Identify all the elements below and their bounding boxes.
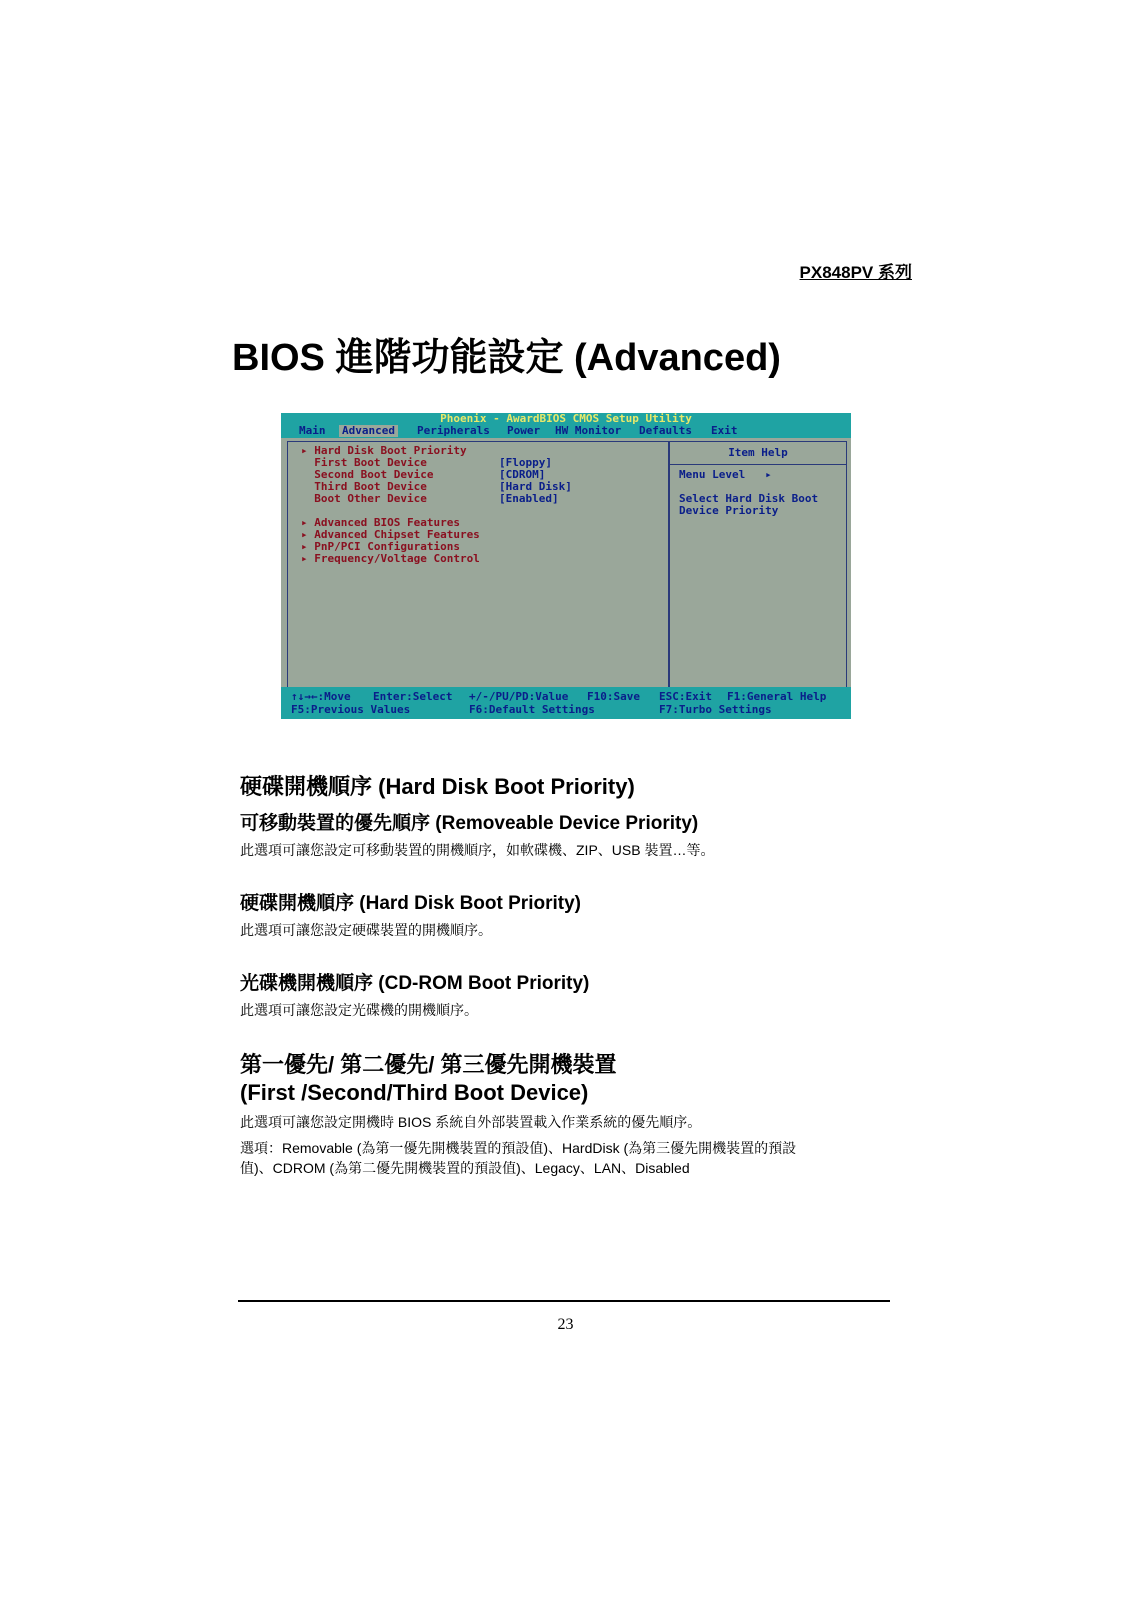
bios-row-hdd-priority: ▸ Hard Disk Boot Priority [301,444,467,457]
bios-value-second-boot: [CDROM] [499,468,546,481]
bios-menu-peripherals: Peripherals [417,424,490,437]
bios-footer-default: F6:Default Settings [469,703,595,716]
bios-menu-power: Power [507,424,541,437]
bios-menu-defaults: Defaults [639,424,692,437]
removable-description: 此選項可讓您設定可移動裝置的開機順序，如軟碟機、ZIP、USB 裝置…等。 [240,842,715,858]
footer-rule [238,1300,890,1302]
hdd-sub-heading: 硬碟開機順序 (Hard Disk Boot Priority) [240,893,581,914]
page-title: BIOS 進階功能設定 (Advanced) [232,337,781,379]
bios-row-third-boot: Third Boot Device [301,480,427,493]
boot-device-heading-zh: 第一優先/ 第二優先/ 第三優先開機裝置 [240,1052,617,1077]
bios-value-third-boot: [Hard Disk] [499,480,572,493]
cdrom-heading: 光碟機開機順序 (CD-ROM Boot Priority) [240,973,590,994]
bios-footer-save: F10:Save [587,690,640,703]
bios-help-line-1: Select Hard Disk Boot [679,492,819,505]
bios-value-boot-other: [Enabled] [499,492,559,505]
hdd-description: 此選項可讓您設定硬碟裝置的開機順序。 [240,922,492,938]
bios-row-first-boot: First Boot Device [301,456,427,469]
bios-menu-advanced: Advanced [339,425,398,437]
section-heading-hdd: 硬碟開機順序 (Hard Disk Boot Priority) [240,774,635,799]
series-label: PX848PV 系列 [799,263,912,282]
bios-row-boot-other: Boot Other Device [301,492,427,505]
bios-submenu-pnp-pci: ▸ PnP/PCI Configurations [301,540,460,553]
bios-help-line-2: Device Priority [679,504,779,517]
bios-help-title: Item Help [670,442,846,465]
boot-device-description: 此選項可讓您設定開機時 BIOS 系統自外部裝置載入作業系統的優先順序。 [240,1114,702,1130]
bios-title-bar: Phoenix - AwardBIOS CMOS Setup Utility [281,413,851,425]
bios-menu-exit: Exit [711,424,738,437]
page-number: 23 [557,1316,574,1333]
bios-submenu-advanced-bios: ▸ Advanced BIOS Features [301,516,460,529]
bios-menu-hw-monitor: HW Monitor [555,424,622,437]
bios-screenshot [281,413,851,719]
bios-menubar [281,425,851,438]
bios-value-first-boot: [Floppy] [499,456,552,469]
bios-footer [281,687,851,719]
bios-submenu-chipset: ▸ Advanced Chipset Features [301,528,480,541]
boot-device-heading-en: (First /Second/Third Boot Device) [240,1080,589,1105]
removable-heading: 可移動裝置的優先順序 (Removeable Device Priority) [240,813,699,834]
bios-row-second-boot: Second Boot Device [301,468,434,481]
cdrom-description: 此選項可讓您設定光碟機的開機順序。 [240,1002,478,1018]
bios-footer-exit: ESC:Exit [659,690,712,703]
bios-submenu-frequency: ▸ Frequency/Voltage Control [301,552,480,565]
bios-help-menu-level: Menu Level ▸ [679,468,772,481]
bios-footer-turbo: F7:Turbo Settings [659,703,772,716]
bios-footer-value: +/-/PU/PD:Value [469,690,569,703]
bios-menu-main: Main [299,424,326,437]
bios-footer-help: F1:General Help [727,690,827,703]
bios-footer-move: ↑↓→←:Move [291,690,351,703]
boot-device-options-1: 選項：Removable (為第一優先開機裝置的預設值)、HardDisk (為第三優先開機裝置的預設 [240,1140,797,1156]
bios-footer-previous: F5:Previous Values [291,703,411,716]
boot-device-options-2: 值)、CDROM (為第二優先開機裝置的預設值)、Legacy、LAN、Disabled [240,1160,690,1176]
bios-footer-enter: Enter:Select [373,690,453,703]
